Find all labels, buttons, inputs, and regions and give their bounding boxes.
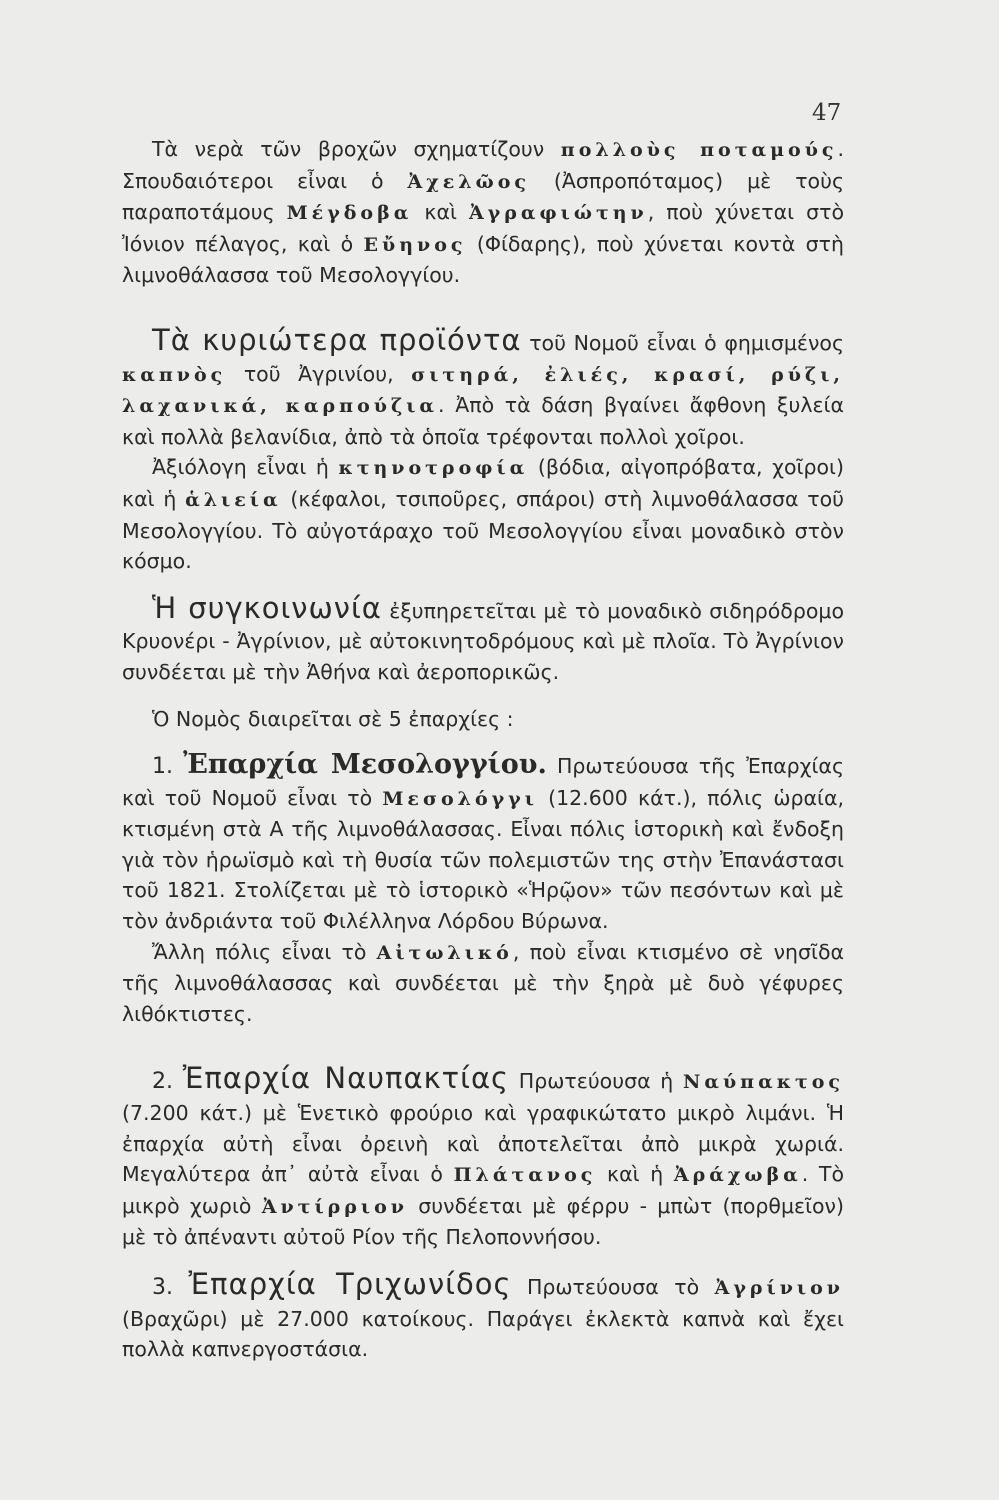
emphasis-aitoliko: Αἰτωλικό: [376, 941, 513, 964]
page-body: [122, 134, 844, 1365]
paragraph-transport: [122, 590, 844, 688]
text: Πρωτεύουσα τῆς Ἐπαρχίας καὶ τοῦ Νομοῦ εἶναι τὸ: [122, 754, 844, 810]
emphasis-tobacco: καπνὸς: [122, 363, 227, 386]
text: Ἀξιόλογη εἶναι ἡ: [152, 455, 339, 480]
heading-trichonida: Ἐπαρχία Τριχωνίδος: [188, 1267, 512, 1301]
section-nafpaktia: [122, 1063, 844, 1253]
paragraph-rivers: [122, 134, 844, 291]
section-trichonida: [122, 1269, 844, 1365]
paragraph-aitoliko: [122, 937, 844, 1030]
text: Τὰ νερὰ τῶν βροχῶν σχηματίζουν: [152, 137, 561, 161]
section-number: 2.: [152, 1069, 173, 1095]
text: Ὁ Νομὸς διαιρεῖται σὲ 5 ἐπαρχίες :: [152, 706, 514, 731]
emphasis-arachova: Ἀράχωβα: [673, 1164, 802, 1187]
text: (Βραχῶρι) μὲ 27.000 κατοίκους. Παράγει ἐκλεκτὰ καπνὰ καὶ ἔχει πολλὰ καπνεργοστάσια.: [122, 1306, 844, 1362]
text: (12.600 κάτ.), πόλις ὡραία, κτισμένη στὰ Α τῆς λιμνοθάλασσας. Εἶναι πόλις ἱστορικὴ καὶ ἔνδοξη γιὰ τὸν ἡρωϊσμὸ καὶ τὴ θυσία τῶν πολεμιστῶν της στὴν Ἐπανάστασι τοῦ 1821. Στολίζεται μὲ τὸ ἱστορικὸ «Ἡρῷον» τῶν πεσόντων καὶ μὲ τὸν ἀνδριάντα τοῦ Φιλέλληνα Λόρδου Βύρωνα.: [122, 785, 844, 934]
text: τοῦ Νομοῦ εἶναι ὁ φημισμένος: [521, 330, 844, 355]
emphasis-nafpaktos: Ναύπακτος: [683, 1071, 844, 1094]
text: (βόδια, αἰγοπρόβατα, χοῖροι) καὶ ἡ: [122, 455, 844, 511]
section-number: 3.: [152, 1275, 173, 1300]
page-number: 47: [812, 100, 842, 126]
paragraph-livestock: [122, 452, 844, 576]
heading-mesolongi: Ἐπαρχία Μεσολογγίου.: [183, 749, 547, 781]
text: . Ἀπὸ τὰ δάση βγαίνει ἄφθονη ξυλεία καὶ πολλὰ βελανίδια, ἀπὸ τὰ ὁποῖα τρέφονται πολλοὶ χοῖροι.: [122, 393, 844, 449]
text: , ποὺ χύνεται στὸ Ἰόνιον πέλαγος, καὶ ὁ: [122, 200, 844, 256]
heading-nafpaktia: Ἐπαρχία Ναυπακτίας: [182, 1061, 510, 1096]
emphasis-agrafiotis: Ἀγραφιώτην: [468, 202, 648, 225]
paragraph-provinces-intro: [122, 704, 844, 735]
emphasis-rivers: πολλοὺς ποταμούς: [560, 139, 838, 161]
text: . Σπουδαιότεροι εἶναι ὁ: [122, 137, 844, 193]
paragraph-products: [122, 322, 844, 452]
text: καὶ: [412, 200, 469, 225]
text: . Τὸ μικρὸ χωριὸ: [122, 1162, 845, 1218]
text: Πρωτεύουσα τὸ: [511, 1275, 715, 1299]
text: (7.200 κάτ.) μὲ Ἑνετικὸ φρούριο καὶ γραφικώτατο μικρὸ λιμάνι. Ἡ ἐπαρχία αὐτὴ εἶναι ὀρεινὴ καὶ ἀποτελεῖται ἀπὸ μικρὰ χωριά. Μεγαλύτερα ἀπ᾽ αὐτὰ εἶναι ὁ: [122, 1101, 844, 1187]
emphasis-megdova: Μέγδοβα: [286, 202, 413, 225]
text: , ποὺ εἶναι κτισμένο σὲ νησῖδα τῆς λιμνοθάλασσας καὶ συνδέεται μὲ τὴν ξηρὰ μὲ δυὸ γέφυρες λιθόκτιστες.: [122, 939, 844, 1026]
emphasis-livestock: κτηνοτροφία: [338, 457, 529, 480]
emphasis-antirrio: Ἀντίρριον: [261, 1195, 408, 1218]
emphasis-platanos: Πλάτανος: [453, 1164, 597, 1187]
text: (Φίδαρης), ποὺ χύνεται κοντὰ στὴ λιμνοθάλασσα τοῦ Μεσολογγίου.: [122, 231, 844, 288]
section-number: 1.: [152, 754, 173, 780]
text: ἐξυπηρετεῖται μὲ τὸ μοναδικὸ σιδηρόδρομο Κρυονέρι - Ἀγρίνιον, μὲ αὐτοκινητοδρόμους καὶ μὲ πλοῖα. Τὸ Ἀγρίνιον συνδέεται μὲ τὴν Ἀθήνα καὶ ἀεροπορικῶς.: [122, 598, 844, 684]
text: συνδέεται μὲ φέρρυ - μπὼτ (πορθμεῖον) μὲ τὸ ἀπέναντι αὐτοῦ Ρίον τῆς Πελοποννήσου.: [122, 1193, 844, 1250]
heading-transport: Ἡ συγκοινωνία: [152, 590, 382, 625]
text: τοῦ Ἀγρινίου,: [226, 361, 412, 386]
text: (κέφαλοι, τσιποῦρες, σπάροι) στὴ λιμνοθάλασσα τοῦ Μεσολογγίου. Τὸ αὐγοτάραχο τοῦ Μεσολογγίου εἶναι μοναδικὸ στὸν κόσμο.: [122, 486, 844, 574]
emphasis-evinos: Εὔηνος: [363, 233, 467, 256]
emphasis-crops: σιτηρά, ἐλιές, κρασί, ρύζι, λαχανικά, καρπούζια: [122, 363, 844, 418]
text: Ἄλλη πόλις εἶναι τὸ: [152, 939, 377, 964]
section-mesolongi: [122, 750, 844, 937]
emphasis-fishing: ἁλιεία: [185, 488, 282, 511]
emphasis-acheloos: Ἀχελῶος: [407, 170, 530, 193]
text: Πρωτεύουσα ἡ: [509, 1069, 684, 1094]
text: (Ἀσπροπόταμος) μὲ τοὺς παραποτάμους: [122, 168, 844, 225]
heading-products: Τὰ κυριώτερα προϊόντα: [152, 322, 522, 357]
emphasis-mesolongi: Μεσολόγγι: [382, 787, 538, 810]
emphasis-agrinio: Ἀγρίνιον: [714, 1277, 844, 1299]
text: καὶ ἡ: [596, 1162, 674, 1187]
